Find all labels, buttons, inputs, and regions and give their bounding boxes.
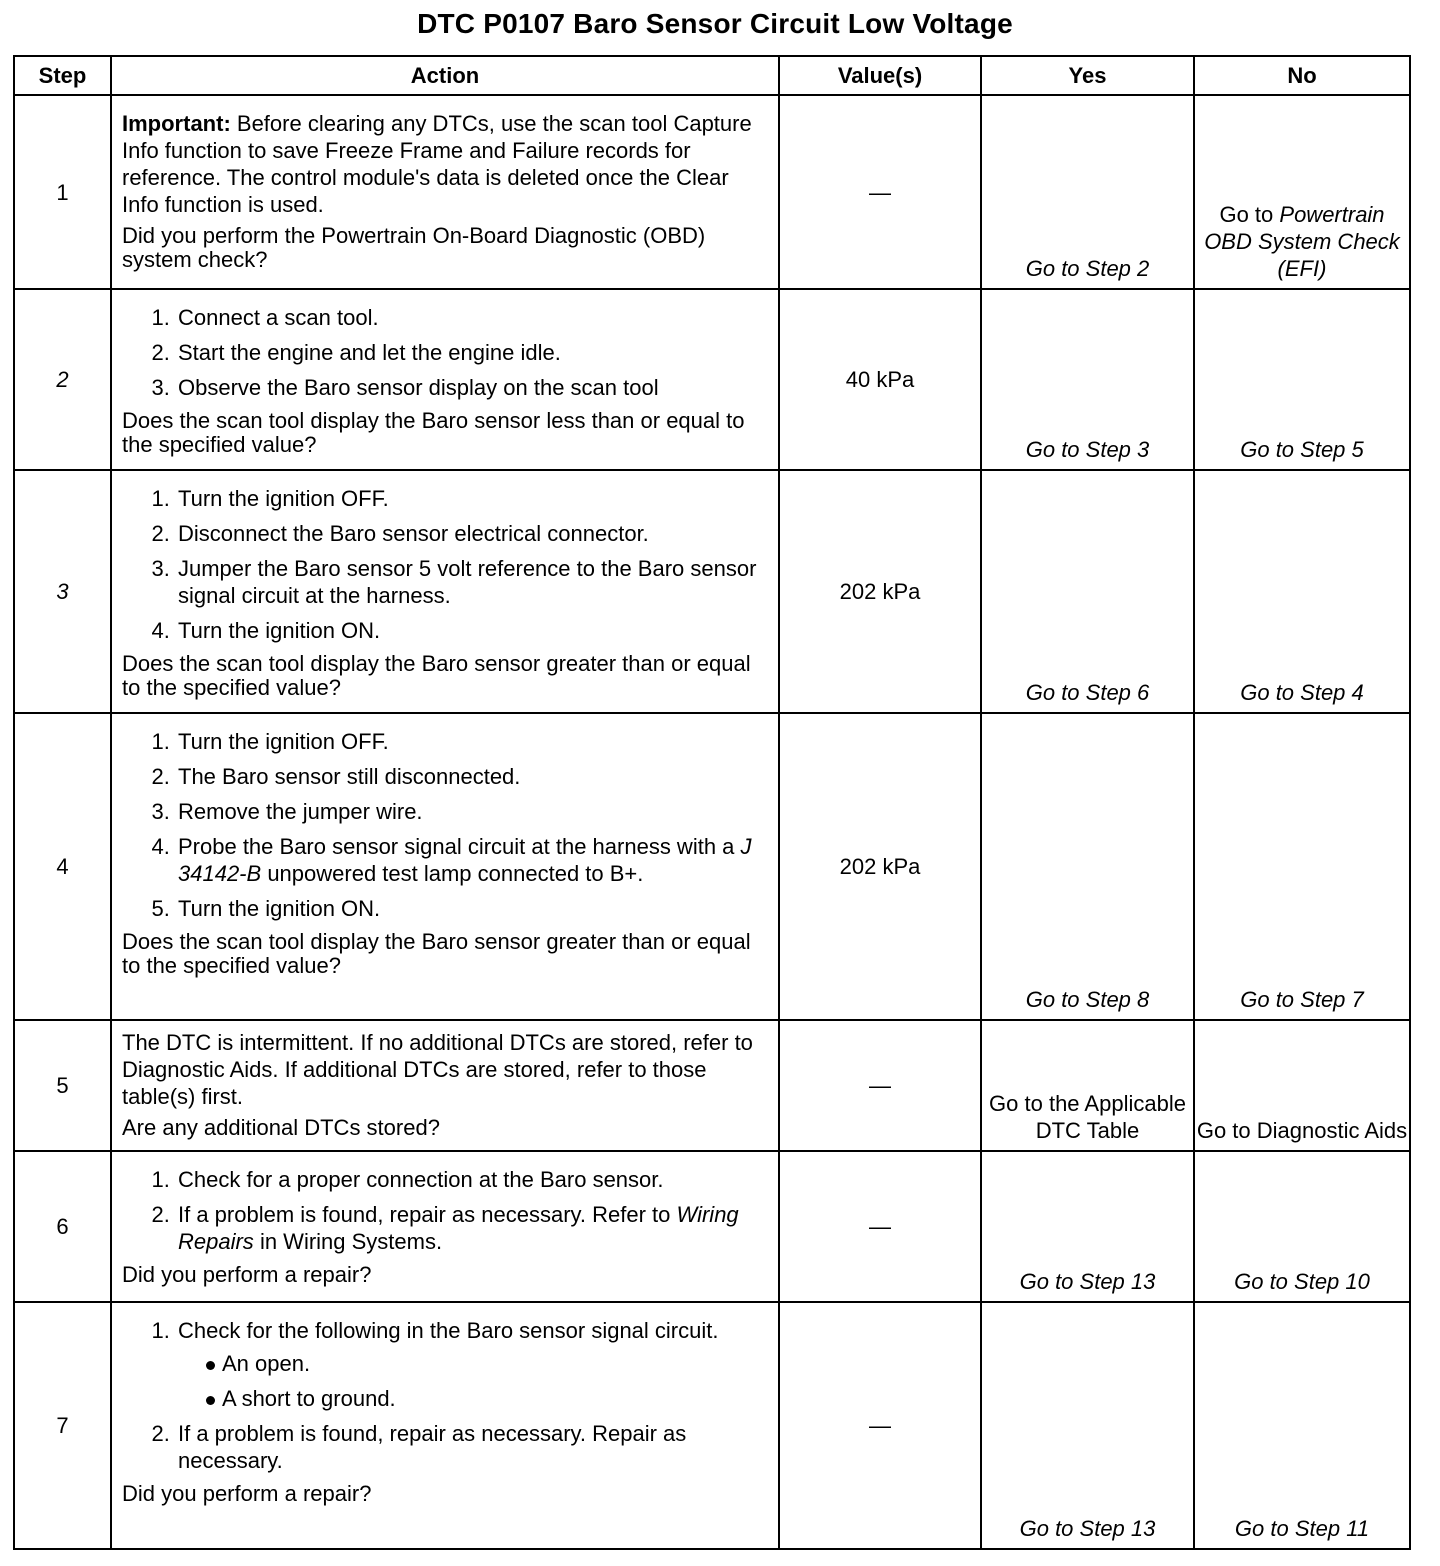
- list-item: 5. Turn the ignition ON.: [176, 895, 768, 922]
- list-item: 3. Remove the jumper wire.: [176, 798, 768, 825]
- bullet-list: [178, 1350, 768, 1412]
- step-number: 5: [14, 1020, 111, 1151]
- action-cell: [111, 713, 779, 1020]
- list-item: 1. Connect a scan tool.: [176, 304, 768, 331]
- list-item: 1. Check for a proper connection at the Baro sensor.: [176, 1166, 768, 1193]
- action-text: The DTC is intermittent. If no additional DTCs are stored, refer to Diagnostic Aids. If additional DTCs are stored, refer to those table(s) first.: [122, 1030, 753, 1109]
- action-cell: [111, 289, 779, 470]
- no-prefix: Go to: [1219, 202, 1274, 227]
- step-number: 4: [14, 713, 111, 1020]
- value-cell: —: [779, 1302, 981, 1549]
- list-item: 4. Probe the Baro sensor signal circuit at the harness with a J 34142-B unpowered test lamp connected to B+.: [176, 833, 768, 887]
- question: Does the scan tool display the Baro sensor greater than or equal to the specified value?: [122, 651, 751, 700]
- action-cell: [111, 1151, 779, 1302]
- yes-cell: Go to Step 6: [981, 470, 1194, 713]
- action-cell: [111, 470, 779, 713]
- no-cell: Go to Step 11: [1194, 1302, 1410, 1549]
- no-cell: Go to Diagnostic Aids: [1194, 1020, 1410, 1151]
- bullet-icon: [206, 1361, 215, 1370]
- no-cell: Go to Step 5: [1194, 289, 1410, 470]
- step-number: 3: [14, 470, 111, 713]
- action-list: [122, 485, 768, 644]
- value-cell: 202 kPa: [779, 713, 981, 1020]
- header-values: Value(s): [779, 56, 981, 95]
- header-step: Step: [14, 56, 111, 95]
- yes-cell: Go to Step 13: [981, 1151, 1194, 1302]
- list-item: 3. Observe the Baro sensor display on the scan tool: [176, 374, 768, 401]
- header-no: No: [1194, 56, 1410, 95]
- value-cell: 40 kPa: [779, 289, 981, 470]
- action-cell: [111, 95, 779, 289]
- question: Are any additional DTCs stored?: [122, 1115, 440, 1140]
- table-row: [14, 289, 1410, 470]
- table-row: [14, 713, 1410, 1020]
- header-yes: Yes: [981, 56, 1194, 95]
- header-action: Action: [111, 56, 779, 95]
- value-cell: 202 kPa: [779, 470, 981, 713]
- list-item: 2. If a problem is found, repair as necessary. Repair as necessary.: [176, 1420, 768, 1474]
- no-cell: [1194, 95, 1410, 289]
- tool-number: J 34142-B: [178, 834, 752, 886]
- diagnostic-table: [13, 55, 1411, 1550]
- table-row: [14, 1020, 1410, 1151]
- list-item: 4. Turn the ignition ON.: [176, 617, 768, 644]
- action-cell: [111, 1020, 779, 1151]
- yes-cell: Go to the Applicable DTC Table: [981, 1020, 1194, 1151]
- question: Does the scan tool display the Baro sensor greater than or equal to the specified value?: [122, 929, 751, 978]
- list-item: 2. Disconnect the Baro sensor electrical connector.: [176, 520, 768, 547]
- action-list: [122, 1166, 768, 1255]
- step-number: 2: [14, 289, 111, 470]
- action-list: [122, 1317, 768, 1474]
- table-row: [14, 1151, 1410, 1302]
- table-row: [14, 1302, 1410, 1549]
- table-row: [14, 95, 1410, 289]
- list-item: 2. If a problem is found, repair as necessary. Refer to Wiring Repairs in Wiring Systems.: [176, 1201, 768, 1255]
- value-cell: —: [779, 1020, 981, 1151]
- list-item: 1. Check for the following in the Baro sensor signal circuit. An open. A short to ground.: [176, 1317, 768, 1412]
- bullet-item: A short to ground.: [204, 1385, 768, 1412]
- no-cell: Go to Step 7: [1194, 713, 1410, 1020]
- step-number: 7: [14, 1302, 111, 1549]
- question: Did you perform a repair?: [122, 1262, 372, 1287]
- table-row: [14, 470, 1410, 713]
- value-cell: —: [779, 1151, 981, 1302]
- yes-cell: Go to Step 8: [981, 713, 1194, 1020]
- no-link: Powertrain OBD System Check (EFI): [1204, 202, 1400, 281]
- action-list: [122, 728, 768, 922]
- bullet-icon: [206, 1396, 215, 1405]
- value-cell: —: [779, 95, 981, 289]
- action-list: [122, 304, 768, 401]
- list-item: 3. Jumper the Baro sensor 5 volt reference to the Baro sensor signal circuit at the harness.: [176, 555, 768, 609]
- action-cell: [111, 1302, 779, 1549]
- important-text: Before clearing any DTCs, use the scan tool Capture Info function to save Freeze Frame and Failure records for reference. The control module's data is deleted once the Clear Info function is used.: [122, 111, 752, 217]
- list-item: 1. Turn the ignition OFF.: [176, 728, 768, 755]
- yes-cell: Go to Step 2: [981, 95, 1194, 289]
- important-label: Important:: [122, 111, 231, 136]
- no-cell: Go to Step 10: [1194, 1151, 1410, 1302]
- list-item: 1. Turn the ignition OFF.: [176, 485, 768, 512]
- wiring-repairs-link: Wiring Repairs: [178, 1202, 739, 1254]
- yes-cell: Go to Step 13: [981, 1302, 1194, 1549]
- list-item: 2. The Baro sensor still disconnected.: [176, 763, 768, 790]
- step-number: 6: [14, 1151, 111, 1302]
- header-row: [14, 56, 1410, 95]
- yes-cell: Go to Step 3: [981, 289, 1194, 470]
- bullet-item: An open.: [204, 1350, 768, 1377]
- question: Did you perform the Powertrain On-Board Diagnostic (OBD) system check?: [122, 223, 706, 272]
- step-number: 1: [14, 95, 111, 289]
- question: Did you perform a repair?: [122, 1481, 372, 1506]
- no-cell: Go to Step 4: [1194, 470, 1410, 713]
- page-title: DTC P0107 Baro Sensor Circuit Low Voltage: [417, 8, 1013, 39]
- list-item: 2. Start the engine and let the engine idle.: [176, 339, 768, 366]
- question: Does the scan tool display the Baro sensor less than or equal to the specified value?: [122, 408, 745, 457]
